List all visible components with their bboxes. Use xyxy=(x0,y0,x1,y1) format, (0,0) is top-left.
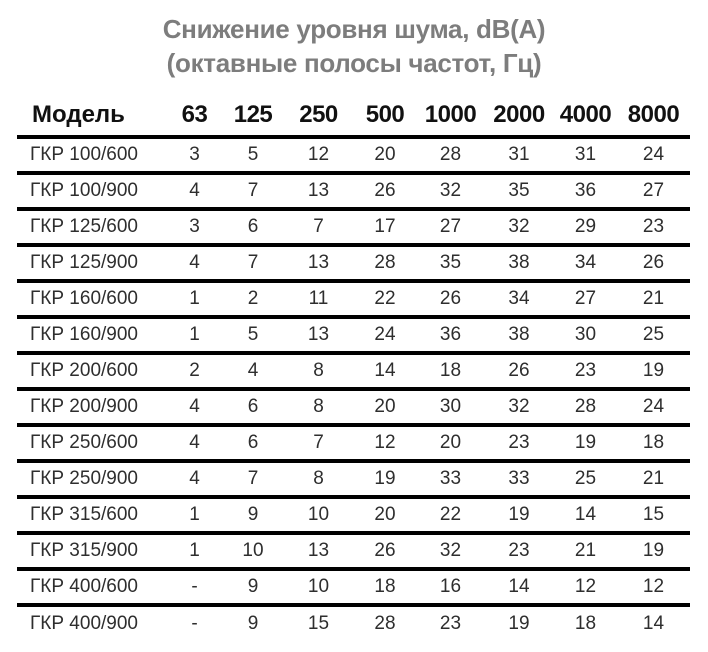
value-cell: 26 xyxy=(508,360,530,381)
column-header-1000: 1000 xyxy=(424,101,477,128)
value-cell: 25 xyxy=(642,324,665,345)
value-cell: 34 xyxy=(508,288,530,309)
value-cell: 14 xyxy=(508,576,530,597)
value-cell: 32 xyxy=(439,180,462,201)
value-cell: 30 xyxy=(439,396,462,417)
value-cell: 4 xyxy=(189,432,200,453)
model-cell: ГКР 400/600 xyxy=(30,576,138,597)
value-cell: 32 xyxy=(508,216,530,237)
model-cell: ГКР 315/900 xyxy=(30,540,138,561)
value-cell: 23 xyxy=(439,613,462,634)
value-cell: 13 xyxy=(307,180,330,201)
value-cell: 6 xyxy=(247,216,259,237)
value-cell: 20 xyxy=(374,144,396,165)
table-row xyxy=(17,389,690,425)
value-cell: - xyxy=(191,576,198,597)
table-row xyxy=(17,533,690,569)
value-cell: 29 xyxy=(574,216,597,237)
table-title xyxy=(0,0,708,80)
table-title-line2: (октавные полосы частот, Гц) xyxy=(166,48,542,78)
value-cell: 28 xyxy=(374,613,396,634)
value-cell: 36 xyxy=(574,180,597,201)
value-cell: 7 xyxy=(313,432,324,453)
model-cell: ГКР 100/600 xyxy=(30,144,138,165)
value-cell: 26 xyxy=(374,180,396,201)
table-row xyxy=(17,425,690,461)
table-row xyxy=(17,137,690,173)
value-cell: 16 xyxy=(439,576,462,597)
table-title-line1: Снижение уровня шума, dB(A) xyxy=(162,14,546,44)
value-cell: 12 xyxy=(642,576,665,597)
model-cell: ГКР 250/900 xyxy=(30,468,138,489)
value-cell: 10 xyxy=(242,540,264,561)
value-cell: 27 xyxy=(642,180,665,201)
value-cell: 23 xyxy=(642,216,665,237)
value-cell: 33 xyxy=(439,468,462,489)
table-row xyxy=(17,281,690,317)
value-cell: 14 xyxy=(574,504,597,525)
model-cell: ГКР 125/600 xyxy=(30,216,138,237)
value-cell: 26 xyxy=(439,288,462,309)
column-header-500: 500 xyxy=(365,101,405,128)
model-cell: ГКР 400/900 xyxy=(30,613,138,634)
column-header-4000: 4000 xyxy=(559,101,612,128)
column-header-250: 250 xyxy=(299,101,338,128)
value-cell: 38 xyxy=(508,252,530,273)
value-cell: 22 xyxy=(374,288,396,309)
value-cell: 15 xyxy=(307,613,330,634)
value-cell: 35 xyxy=(508,180,530,201)
value-cell: 11 xyxy=(308,288,329,309)
table-row xyxy=(17,605,690,641)
value-cell: 13 xyxy=(307,540,330,561)
value-cell: 7 xyxy=(247,252,259,273)
value-cell: 1 xyxy=(189,540,200,561)
value-cell: 19 xyxy=(374,468,396,489)
table-row xyxy=(17,497,690,533)
value-cell: 21 xyxy=(642,468,665,489)
model-cell: ГКР 250/600 xyxy=(30,432,138,453)
value-cell: 4 xyxy=(189,468,200,489)
value-cell: 12 xyxy=(374,432,396,453)
value-cell: 32 xyxy=(508,396,530,417)
value-cell: - xyxy=(191,613,198,634)
value-cell: 19 xyxy=(508,504,530,525)
value-cell: 26 xyxy=(374,540,396,561)
value-cell: 2 xyxy=(247,288,259,309)
noise-reduction-table xyxy=(17,99,690,641)
value-cell: 36 xyxy=(439,324,462,345)
value-cell: 27 xyxy=(439,216,462,237)
value-cell: 28 xyxy=(574,396,597,417)
value-cell: 24 xyxy=(642,396,665,417)
value-cell: 8 xyxy=(313,468,324,489)
value-cell: 21 xyxy=(574,540,597,561)
table-row xyxy=(17,209,690,245)
value-cell: 25 xyxy=(574,468,597,489)
value-cell: 9 xyxy=(247,576,259,597)
value-cell: 5 xyxy=(247,144,259,165)
value-cell: 13 xyxy=(307,252,330,273)
table-row xyxy=(17,317,690,353)
value-cell: 33 xyxy=(508,468,530,489)
value-cell: 24 xyxy=(374,324,396,345)
column-header-8000: 8000 xyxy=(627,101,680,128)
value-cell: 1 xyxy=(189,504,200,525)
value-cell: 12 xyxy=(574,576,597,597)
value-cell: 4 xyxy=(189,252,200,273)
table-row xyxy=(17,569,690,605)
value-cell: 26 xyxy=(642,252,665,273)
value-cell: 6 xyxy=(247,396,259,417)
value-cell: 20 xyxy=(439,432,462,453)
value-cell: 8 xyxy=(313,396,324,417)
value-cell: 5 xyxy=(247,324,259,345)
value-cell: 18 xyxy=(642,432,665,453)
value-cell: 1 xyxy=(189,324,200,345)
value-cell: 10 xyxy=(307,576,330,597)
value-cell: 19 xyxy=(642,360,665,381)
value-cell: 23 xyxy=(574,360,597,381)
value-cell: 6 xyxy=(247,432,259,453)
value-cell: 20 xyxy=(374,396,396,417)
column-header-63: 63 xyxy=(181,101,208,128)
value-cell: 19 xyxy=(508,613,530,634)
value-cell: 18 xyxy=(439,360,462,381)
value-cell: 17 xyxy=(374,216,396,237)
value-cell: 28 xyxy=(439,144,462,165)
value-cell: 4 xyxy=(189,396,200,417)
value-cell: 4 xyxy=(247,360,259,381)
value-cell: 27 xyxy=(574,288,597,309)
model-cell: ГКР 100/900 xyxy=(30,180,138,201)
value-cell: 19 xyxy=(574,432,597,453)
column-header-2000: 2000 xyxy=(493,101,545,128)
model-cell: ГКР 160/600 xyxy=(30,288,138,309)
value-cell: 22 xyxy=(439,504,462,525)
value-cell: 13 xyxy=(307,324,330,345)
value-cell: 18 xyxy=(374,576,396,597)
value-cell: 2 xyxy=(189,360,200,381)
value-cell: 12 xyxy=(307,144,330,165)
value-cell: 23 xyxy=(508,540,530,561)
value-cell: 3 xyxy=(189,144,200,165)
table-row xyxy=(17,353,690,389)
value-cell: 21 xyxy=(642,288,665,309)
value-cell: 8 xyxy=(313,360,324,381)
model-cell: ГКР 200/600 xyxy=(30,360,138,381)
value-cell: 7 xyxy=(313,216,324,237)
value-cell: 1 xyxy=(189,288,200,309)
header-row xyxy=(17,99,690,137)
value-cell: 18 xyxy=(574,613,597,634)
value-cell: 35 xyxy=(439,252,462,273)
value-cell: 14 xyxy=(642,613,665,634)
value-cell: 24 xyxy=(642,144,665,165)
value-cell: 28 xyxy=(374,252,396,273)
model-cell: ГКР 125/900 xyxy=(30,252,138,273)
table-row xyxy=(17,461,690,497)
column-header-model: Модель xyxy=(32,101,125,128)
value-cell: 38 xyxy=(508,324,530,345)
value-cell: 3 xyxy=(189,216,200,237)
model-cell: ГКР 315/600 xyxy=(30,504,138,525)
model-cell: ГКР 200/900 xyxy=(30,396,138,417)
value-cell: 4 xyxy=(189,180,200,201)
value-cell: 30 xyxy=(574,324,597,345)
value-cell: 31 xyxy=(508,144,530,165)
column-header-125: 125 xyxy=(233,101,273,128)
value-cell: 9 xyxy=(247,613,259,634)
table-row xyxy=(17,245,690,281)
value-cell: 32 xyxy=(439,540,462,561)
value-cell: 34 xyxy=(574,252,597,273)
value-cell: 14 xyxy=(374,360,396,381)
value-cell: 9 xyxy=(247,504,259,525)
value-cell: 23 xyxy=(508,432,530,453)
value-cell: 10 xyxy=(307,504,330,525)
value-cell: 7 xyxy=(247,468,259,489)
value-cell: 19 xyxy=(642,540,665,561)
value-cell: 31 xyxy=(574,144,597,165)
table-row xyxy=(17,173,690,209)
model-cell: ГКР 160/900 xyxy=(30,324,138,345)
value-cell: 20 xyxy=(374,504,396,525)
value-cell: 15 xyxy=(642,504,665,525)
value-cell: 7 xyxy=(247,180,259,201)
